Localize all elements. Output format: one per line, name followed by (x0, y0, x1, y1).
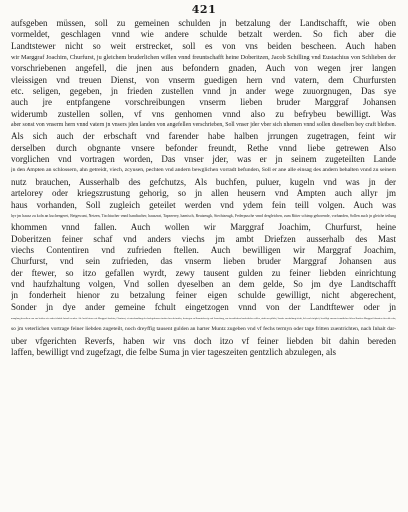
text-line: Als sich auch der erbschaft vnd farender habe halben jrrungen zugetragen, feint wir (11, 131, 396, 142)
text-line: auch jre entpfangene vorschreibungen vnserm lieben bruder Marggraf Johansen (11, 97, 396, 108)
text-line: uber vfgerichten Reverfs, haben wir vns doch itzo vf feiner liebden bit dahin bereden (11, 335, 396, 346)
page-number: 421 (191, 3, 217, 16)
text-line: Doberitzen feiner schaf vnd anders viechs jm ambt Driefzen ausserhalb des Mast (11, 233, 396, 244)
text-line: vnd haufzhaltung volgen, Vnd sollen dyeselben an dem gelde, So jm dye Landtschafft (11, 278, 396, 289)
text-line: aufsgeben müssen, soll zu gemeinen schulden jn betzalung der Landtschafft, wie oben (11, 18, 396, 28)
text-line: artelorey oder kriegszrustung gehorig, so jn allen heusern vnd Ampten auch allyr jm (11, 188, 396, 199)
text-line: haus vorhanden, Soll zugleich geteilet werden vnd ydem fein teill volgen. Auch was (11, 199, 396, 210)
text-line: etc. seligen, gegeben, jn frieden zustellen vnnd jn ander wege zuuorgnugen, Das sye (11, 86, 396, 97)
text-line: jn den Ampten an schlossern, ahn getreidt, viech, zcyusen, pechten vnd andern bewglichen vorradt befunden, Soll er ane alle einsag des andern behalten vnnd zu seinem (11, 167, 396, 174)
text-line: aber sonst von vnserm hern vnnd vatern jn vnsers jden landen von angefellen verschrieben, Soll vnser jder vber sich nhemen vnnd sollen dieselben bey craft bleiben. (11, 122, 396, 129)
text-line: Landtstewer nicht so weit erstrecket, soll es von vns beiden bescheen. Auch haben (11, 40, 396, 51)
text-line: vorglichen vnd vortragen worden, Das vnser jder, was er jn seinem zugeteilten Lande (11, 154, 396, 165)
text-line: wir Marggraf Joachim, Churfurst, ju gleichem bruderlichen willen vnnd freuntschafft heine Doberitzen, Jacob Schilling vnd Eustachius von Schlieben der (11, 54, 396, 62)
text-line: viechs Contentiren vnd zufrieden ftellen. Auch bewilligen wir Marggraf Joachim, (11, 244, 396, 255)
text-line: Sonder jn dye ander gemeine fchult eingetzogen vnnd von der Landtftewer oder jn (11, 301, 396, 312)
text-line: manglung derselben von vns beiden wie ander fchulde betzalt werden. Als Auch hienor wir Marggraf Joachim, Churfurst, vf vnterhandlung des hochgebornen furften hern heinrichs, hertzogen zu Braunfchweig vnd Lunenburg, aus freuntlichem bruderlichen willen, nicht aus pflicht, Sonder zuerhaltung friedt, lieb vnd einigkeit, bewilligt vnserm freuntlichen lieben Brudern Marggraf Johanfen vber alles das, (11, 316, 396, 320)
text-line: khommen vnnd fallen. Auch wollen wir Marggraf Joachim, Churfurst, heine (11, 222, 396, 233)
text-line: Churfurst, vnd sein zufrieden, das vnserm lieben bruder Marggraf Johansen aus (11, 256, 396, 267)
text-line: derselben durch obgnante vnsere befonder freundt, Rethe vnnd liebe getrewen Also (11, 142, 396, 153)
text-line: der ftewer, so itzo gefallen wyrdt, zewy tausent gulden zu feiner liebden einrichtung (11, 267, 396, 278)
text-line: nutz brauchen, Ausserhalb des gefchutzs, Als buchfen, puluer, kugeln vnd was jn der (11, 176, 396, 187)
text-line: vorschriebenen angefell, die jnen aus befondern gnaden, Auch von wegen jrer langen (11, 63, 396, 74)
text-line: jn fonderheit hienor zu betzalung feiner eigen schulde gewilligt, nicht abgerechent, (11, 290, 396, 301)
body-text (11, 18, 396, 358)
text-line: vleissigen vnd treuen Dienst, von vnserm guedigen hern vnd vatern, dem Churfursten (11, 74, 396, 85)
text-line: widerumb zustellen sollen, vf vns genhomen vnnd also zu befrybeu bewilligt. Was (11, 108, 396, 119)
text-line: laffen, bewilligt vnd zugefzagt, die felbe Suma jn vier tageszeiten gentzlich abzulegen, als (11, 346, 336, 357)
text-line: so jm veterlichen vortrage feiner liebden zugeteilt, noch dreyffig tausent gulden an harter Muntz zugeben vnd vf fechs termyn oder tage fritten zuentrichten, nach Inhalt dar- (11, 326, 396, 333)
text-line: vormeldet, geschlagen vnnd wie andere schulde betzalt werden. So fich aber die (11, 29, 396, 40)
text-line: hyr jm hausz zu koln an kuchengeret, Betgewant, Netzen, Tischtucher vnnd handtucher, hauszrat, Tapezerey, harnisch, Reutzeugk, Stechtzeugk, Federpusche vnnd dergleichen, zum Ritter schimp gehorende, vorhanden, Sollen auch jn gleiche teilung (11, 213, 396, 218)
